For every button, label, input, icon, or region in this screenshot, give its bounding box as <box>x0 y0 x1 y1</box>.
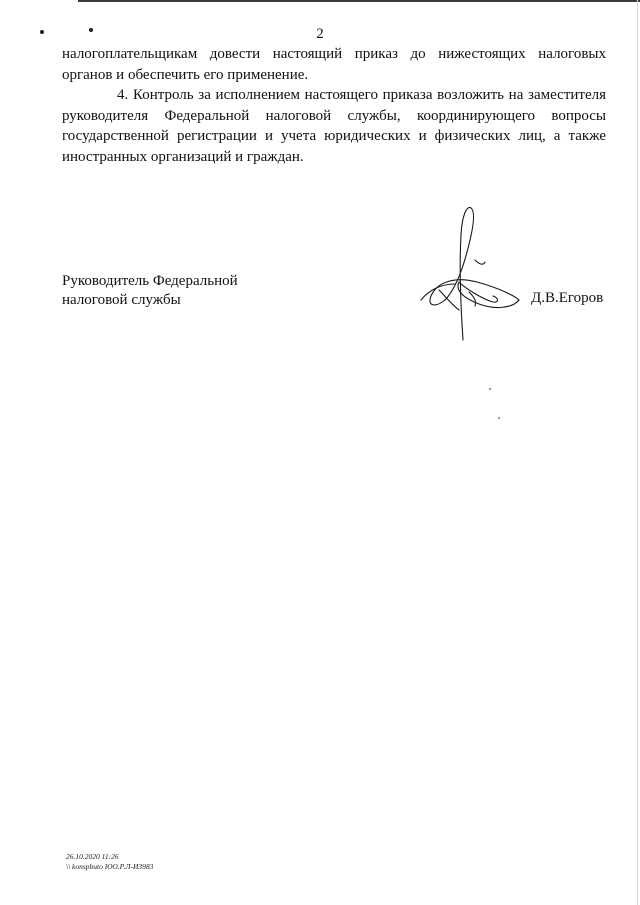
signatory-position <box>62 272 238 310</box>
handwritten-signature <box>415 200 535 350</box>
scan-speck <box>498 417 500 419</box>
scan-border-line <box>78 0 640 2</box>
signatory-position-line-2: налоговой службы <box>62 292 181 308</box>
signatory-position-line-1: Руководитель Федеральной <box>62 273 238 289</box>
body-paragraph-2: 4. Контроль за исполнением настоящего приказа возложить на заместителя руководителя Федеральной налоговой службы, координирующего вопросы государственной регистрации и учета юридических и физических лиц, а также иностранных организаций и граждан. <box>62 87 606 165</box>
scan-edge-line <box>637 0 638 905</box>
page-number: 2 <box>316 26 324 42</box>
body-paragraph-1: налогоплательщикам довести настоящий приказ до нижестоящих налоговых органов и обеспечить его применение. <box>62 46 606 83</box>
footer-reference: \\ konspbuto ЮО.Р.Л-ИЗ983 <box>66 862 154 871</box>
signatory-name: Д.В.Егоров <box>531 290 604 306</box>
document-body <box>62 44 606 167</box>
footer-datetime: 26.10.2020 11:26 <box>66 852 119 861</box>
document-footer <box>66 852 153 872</box>
scan-speck <box>489 388 491 390</box>
